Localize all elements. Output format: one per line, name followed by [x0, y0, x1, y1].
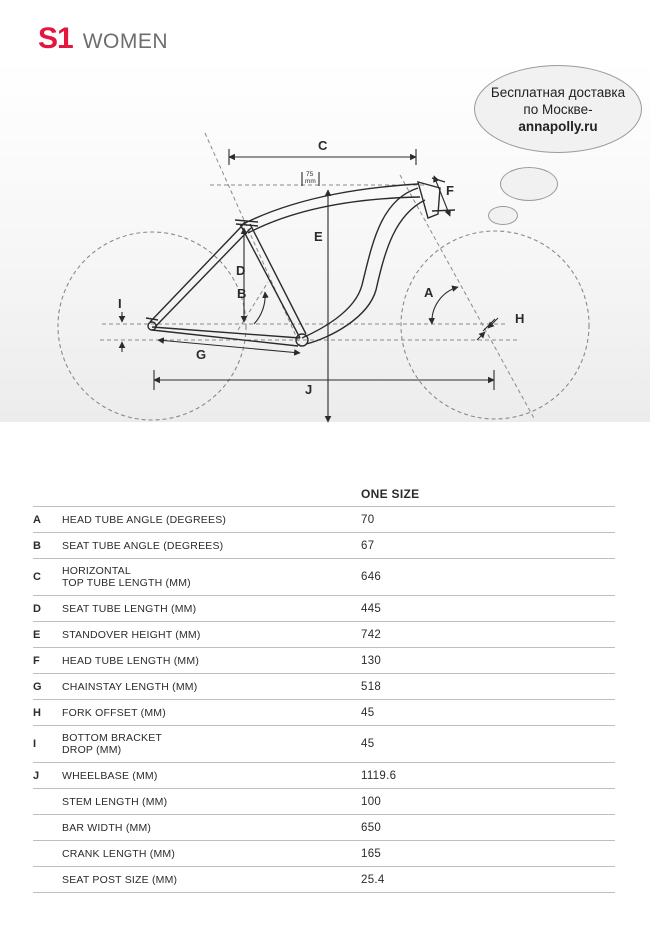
table-row — [33, 559, 615, 596]
row-value: 742 — [361, 622, 615, 648]
row-key — [33, 867, 62, 893]
row-name: SEAT TUBE ANGLE (DEGREES) — [62, 533, 361, 559]
row-name: SEAT TUBE LENGTH (MM) — [62, 596, 361, 622]
row-name: HORIZONTAL TOP TUBE LENGTH (MM) — [62, 559, 361, 596]
reference-lines — [100, 133, 535, 420]
label-d: D — [236, 263, 246, 278]
row-key — [33, 815, 62, 841]
offset-value: 75 — [306, 171, 314, 178]
table-row — [33, 815, 615, 841]
callout-link[interactable]: annapolly.ru — [518, 118, 598, 134]
geometry-table — [33, 486, 615, 893]
row-key: B — [33, 533, 62, 559]
table-row — [33, 841, 615, 867]
front-wheel — [401, 231, 589, 419]
label-f: F — [446, 183, 454, 198]
row-value: 130 — [361, 648, 615, 674]
row-value: 445 — [361, 596, 615, 622]
delivery-callout — [474, 65, 642, 153]
row-value: 1119.6 — [361, 763, 615, 789]
table-row — [33, 622, 615, 648]
callout-line-2: по Москве- — [523, 101, 593, 117]
row-name: BAR WIDTH (MM) — [62, 815, 361, 841]
row-key: F — [33, 648, 62, 674]
table-row — [33, 507, 615, 533]
row-value: 70 — [361, 507, 615, 533]
row-value: 650 — [361, 815, 615, 841]
table-row — [33, 596, 615, 622]
table-row — [33, 533, 615, 559]
row-name: BOTTOM BRACKET DROP (MM) — [62, 726, 361, 763]
row-key — [33, 841, 62, 867]
table-row — [33, 674, 615, 700]
row-name: STANDOVER HEIGHT (MM) — [62, 622, 361, 648]
callout-cloud-medium — [500, 167, 558, 201]
row-key: C — [33, 559, 62, 596]
row-name: FORK OFFSET (MM) — [62, 700, 361, 726]
row-value: 165 — [361, 841, 615, 867]
label-g: G — [196, 347, 207, 362]
row-key: H — [33, 700, 62, 726]
rear-wheel — [58, 232, 246, 420]
table-row — [33, 789, 615, 815]
row-value: 25.4 — [361, 867, 615, 893]
row-key: A — [33, 507, 62, 533]
label-i: I — [118, 296, 122, 311]
row-value: 646 — [361, 559, 615, 596]
row-value: 45 — [361, 726, 615, 763]
table-row — [33, 726, 615, 763]
callout-cloud-small — [488, 206, 518, 225]
label-h: H — [515, 311, 525, 326]
callout-line-1: Бесплатная доставка — [490, 84, 626, 100]
label-b: B — [237, 286, 247, 301]
row-value: 67 — [361, 533, 615, 559]
table-row — [33, 648, 615, 674]
row-name: SEAT POST SIZE (MM) — [62, 867, 361, 893]
label-a: A — [424, 285, 434, 300]
row-name: HEAD TUBE ANGLE (DEGREES) — [62, 507, 361, 533]
row-name: WHEELBASE (MM) — [62, 763, 361, 789]
bike-frame — [146, 178, 455, 346]
row-key: J — [33, 763, 62, 789]
row-value: 518 — [361, 674, 615, 700]
row-key: I — [33, 726, 62, 763]
model-name: S1 — [38, 22, 73, 55]
row-value: 100 — [361, 789, 615, 815]
row-name: CHAINSTAY LENGTH (MM) — [62, 674, 361, 700]
row-name: HEAD TUBE LENGTH (MM) — [62, 648, 361, 674]
table-row — [33, 700, 615, 726]
table-row — [33, 867, 615, 893]
row-value: 45 — [361, 700, 615, 726]
size-header: ONE SIZE — [361, 486, 615, 507]
row-key — [33, 789, 62, 815]
label-j: J — [305, 382, 313, 397]
row-key: D — [33, 596, 62, 622]
offset-unit: mm — [305, 178, 316, 185]
row-name: CRANK LENGTH (MM) — [62, 841, 361, 867]
row-key: E — [33, 622, 62, 648]
label-c: C — [318, 138, 328, 153]
label-e: E — [314, 229, 323, 244]
table-header-row — [33, 486, 615, 507]
model-variant: WOMEN — [82, 30, 169, 53]
row-name: STEM LENGTH (MM) — [62, 789, 361, 815]
table-row — [33, 763, 615, 789]
row-key: G — [33, 674, 62, 700]
